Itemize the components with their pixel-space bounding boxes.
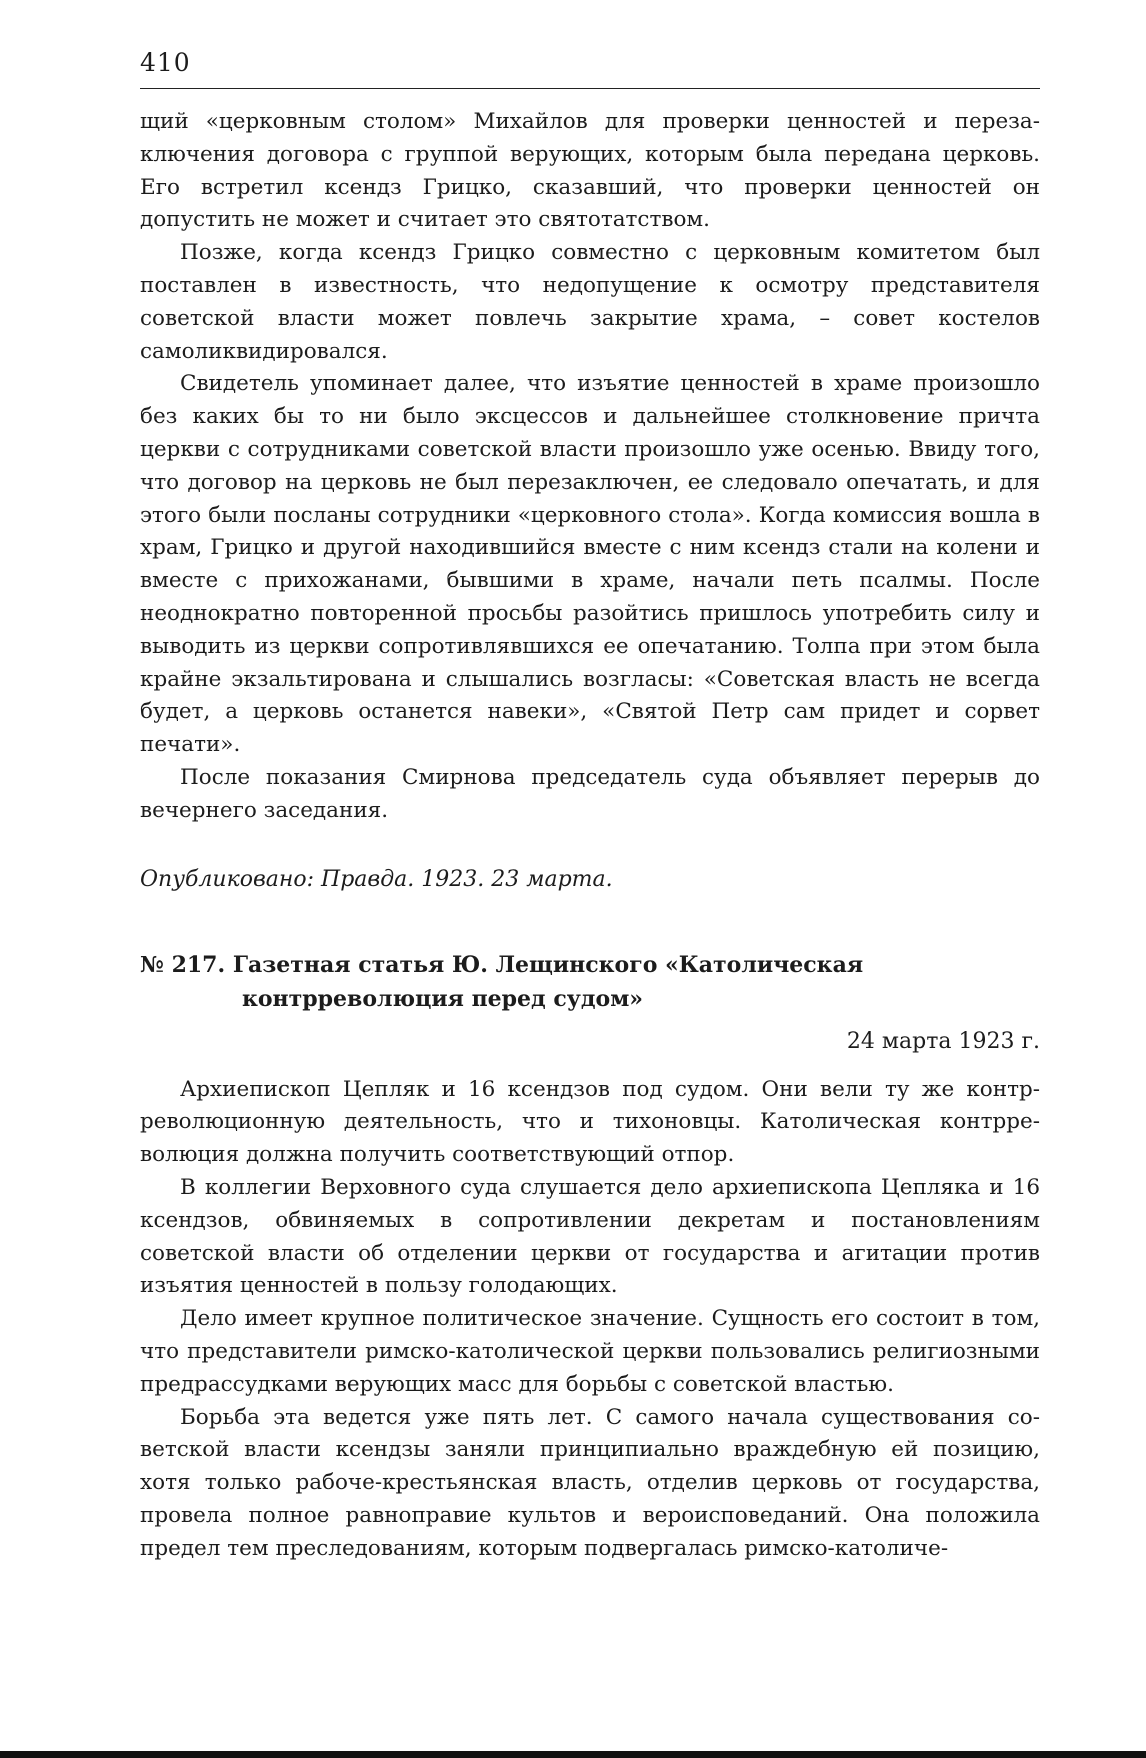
page-content bbox=[140, 106, 1040, 1565]
paragraph: После показания Смирнова председатель суда объявляет перерыв до вечернего заседания. bbox=[140, 764, 1040, 823]
paragraph: Позже, когда ксендз Грицко совместно с церковным комитетом был поставлен в известность, что недопущение к осмотру представителя советской власти может повлечь закрытие храма, – совет костелов самоликвидировался. bbox=[140, 240, 1040, 364]
paragraph: Борьба эта ведется уже пять лет. С самого начала существования советской власти ксендзы заняли принципиально враждебную ей позицию, хотя только рабоче-крестьянская власть, отделив церковь от государства, провела полное равноправие культов и вероисповеданий. Она положила предел тем преследованиям, которым подвергалась римско-католиче- bbox=[140, 1404, 1040, 1561]
page-number: 410 bbox=[140, 48, 191, 77]
paragraph: Архиепископ Цепляк и 16 ксендзов под судом. Они вели ту же контрреволюционную деятельность, что и тихоновцы. Католическая контрреволюция должна получить соответствующий отпор. bbox=[140, 1076, 1040, 1168]
header-rule bbox=[140, 88, 1040, 89]
paragraph: щий «церковным столом» Михайлов для проверки ценностей и перезаключения договора с группой верующих, которым была передана церковь. Его встретил ксендз Грицко, сказавший, что проверки ценностей он допустить не может и считает это святотатством. bbox=[140, 109, 1040, 233]
document-date: 24 марта 1923 г. bbox=[846, 1028, 1040, 1054]
paragraph: В коллегии Верховного суда слушается дело архиепископа Цепляка и 16 ксендзов, обвиняемых в сопротивлении декретам и постановлениям советской власти об отделении церкви от государства и агитации против изъятия ценностей в пользу голодающих. bbox=[140, 1174, 1040, 1299]
document-heading: № 217. Газетная статья Ю. Лещинского «Католическая контрреволюция перед судом» bbox=[140, 951, 864, 1012]
paragraph: Свидетель упоминает далее, что изъятие ценностей в храме произошло без каких бы то ни было эксцессов и дальнейшее столкновение причта церкви с сотрудниками советской власти произошло уже осенью. Ввиду того, что договор на церковь не был перезаключен, ее следовало опечатать, и для этого были посланы сотрудники «церковного стола». Когда комиссия вошла в храм, Грицко и другой находившийся вместе с ним ксендз стали на колени и вместе с прихожанами, бывшими в храме, начали петь псалмы. После неоднократно повторенной просьбы разойтись пришлось употребить силу и выводить из церкви сопротивлявшихся ее опечатанию. Толпа при этом была крайне экзальтирована и слышались возгласы: «Советская власть не всегда будет, а церковь останется навеки», «Святой Петр сам придет и сорвет печати». bbox=[140, 371, 1040, 758]
paragraph: Дело имеет крупное политическое значение. Сущность его состоит в том, что представители римско-католической церкви пользовались религиозными предрассудками верующих масс для борьбы с советской властью. bbox=[140, 1306, 1040, 1397]
scan-bottom-edge bbox=[0, 1751, 1146, 1758]
source-citation: Опубликовано: Правда. 1923. 23 марта. bbox=[140, 866, 613, 892]
